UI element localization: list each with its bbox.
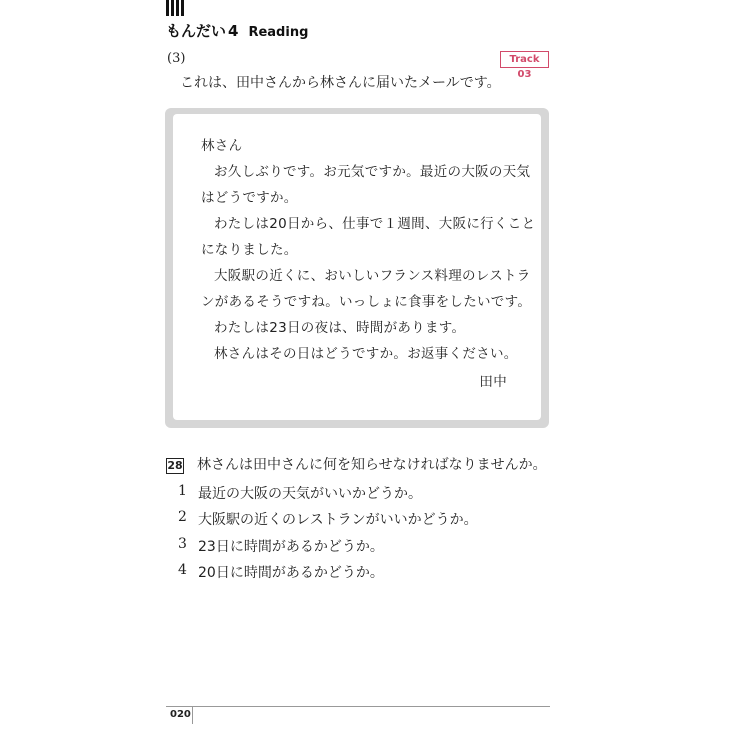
option-number: 1 [178,483,187,499]
chapter-marker-bars [166,0,184,16]
letter-line: お久しぶりです。お元気ですか。最近の大阪の天気 [214,164,531,180]
letter-line: はどうですか。 [201,190,298,206]
letter-line: になりました。 [201,242,298,258]
letter-frame [165,108,549,428]
footer-rule [166,706,550,707]
letter-body [173,114,541,420]
option-number: 2 [178,509,187,525]
track-badge: Track 03 [500,51,549,68]
option-number: 3 [178,536,187,552]
section-heading [166,20,308,41]
question-number: (3) [167,51,186,66]
letter-line: 林さん [201,138,243,154]
letter-line: わたしは20日から、仕事で１週間、大阪に行くこと [214,216,536,232]
letter-signature: 田中 [479,374,507,390]
mondai-number: 4 [228,22,239,40]
option-number: 4 [178,562,187,578]
intro-text: これは、田中さんから林さんに届いたメールです。 [180,75,501,91]
letter-line: わたしは23日の夜は、時間があります。 [214,320,466,336]
option-text[interactable]: 大阪駅の近くのレストランがいいかどうか。 [198,512,478,528]
letter-line: 林さんはその日はどうですか。お返事ください。 [214,346,518,362]
option-text[interactable]: 23日に時間があるかどうか。 [198,539,384,555]
section-label: Reading [248,25,309,40]
page-number: 020 [170,709,191,720]
question-text: 林さんは田中さんに何を知らせなければなりませんか。 [197,457,547,473]
option-text[interactable]: 20日に時間があるかどうか。 [198,565,384,581]
letter-line: ンがあるそうですね。いっしょに食事をしたいです。 [201,294,532,310]
question-number-box: 28 [167,459,183,472]
letter-line: 大阪駅の近くに、おいしいフランス料理のレストラ [214,268,531,284]
option-text[interactable]: 最近の大阪の天気がいいかどうか。 [198,486,422,502]
mondai-label: もんだい [166,22,227,40]
footer-separator [192,706,193,724]
